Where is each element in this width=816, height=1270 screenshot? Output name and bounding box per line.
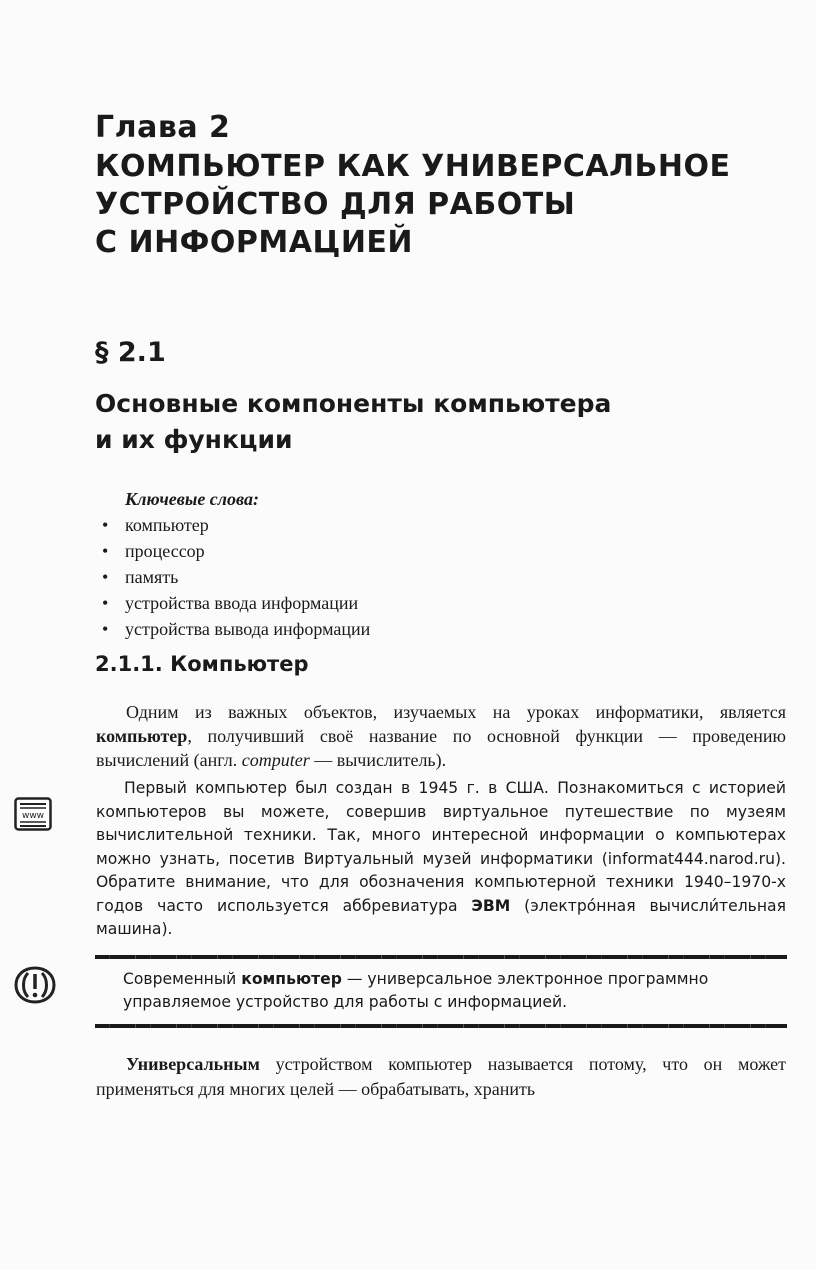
keyword-item: • память xyxy=(100,564,370,590)
section-title xyxy=(95,386,611,458)
keyword-item: • компьютер xyxy=(100,512,370,538)
chapter-label: Глава 2 xyxy=(95,110,231,145)
chapter-title-line: С ИНФОРМАЦИЕЙ xyxy=(95,225,414,260)
keywords-list xyxy=(100,512,370,642)
term-computer: компьютер xyxy=(96,726,188,746)
chapter-title-line: КОМПЬЮТЕР КАК УНИВЕРСАЛЬНОЕ xyxy=(95,149,731,184)
remember-icon xyxy=(12,965,58,1005)
term-universal: Универсальным xyxy=(126,1054,260,1074)
definition-term: компьютер xyxy=(241,970,342,988)
subsection-title: 2.1.1. Компьютер xyxy=(95,652,309,676)
section-number: § 2.1 xyxy=(95,337,166,368)
universal-text: устройством компьютер называется потому, что он может применяться для многих целей — обрабатывать, хранить xyxy=(96,1054,786,1099)
keyword-item: • процессор xyxy=(100,538,370,564)
intro-paragraph xyxy=(96,700,786,772)
bottom-rule xyxy=(95,1024,787,1028)
www-icon-label: www xyxy=(21,811,45,821)
keywords-block xyxy=(100,486,370,642)
section-title-line: Основные компоненты компьютера xyxy=(95,389,612,418)
english-term: computer xyxy=(241,750,310,770)
definition-text xyxy=(95,959,787,1024)
definition-text-part: Современный xyxy=(123,970,242,988)
keyword-item: • устройства ввода информации xyxy=(100,590,370,616)
abbreviation-evm: ЭВМ xyxy=(471,896,511,915)
keywords-heading: Ключевые слова: xyxy=(125,489,259,509)
history-text: (электро́нная вычисли́тельная машина). xyxy=(96,896,786,938)
keyword-item: • устройства вывода информации xyxy=(100,616,370,642)
chapter-title-line: УСТРОЙСТВО ДЛЯ РАБОТЫ xyxy=(95,187,576,222)
section-title-line: и их функции xyxy=(95,425,293,454)
intro-text: — вычислитель). xyxy=(309,750,447,770)
definition-box xyxy=(95,955,787,1028)
universal-paragraph xyxy=(96,1052,786,1102)
chapter-title xyxy=(95,148,730,262)
history-paragraph xyxy=(96,777,786,942)
history-text: Первый компьютер был создан в 1945 г. в США. Познакомиться с историей компьютеров вы можете, совершив виртуальное путешествие по музеям вычислительной техники. Так, много интересной информации о компьютерах можно узнать, посетив Виртуальный музей информатики (informat444.narod.ru). Обратите внимание, что для обозначения компьютерной техники 1940–1970-х годов часто используется аббревиатура xyxy=(96,779,786,915)
intro-text: Одним из важных объектов, изучаемых на уроках информатики, является xyxy=(126,702,786,722)
definition-text-part: — универсальное электронное программно управляемое устройство для работы с информацией. xyxy=(123,970,709,1011)
intro-text: , получивший своё название по основной функции — проведению вычислений (англ. xyxy=(96,726,786,770)
www-icon xyxy=(14,797,52,831)
